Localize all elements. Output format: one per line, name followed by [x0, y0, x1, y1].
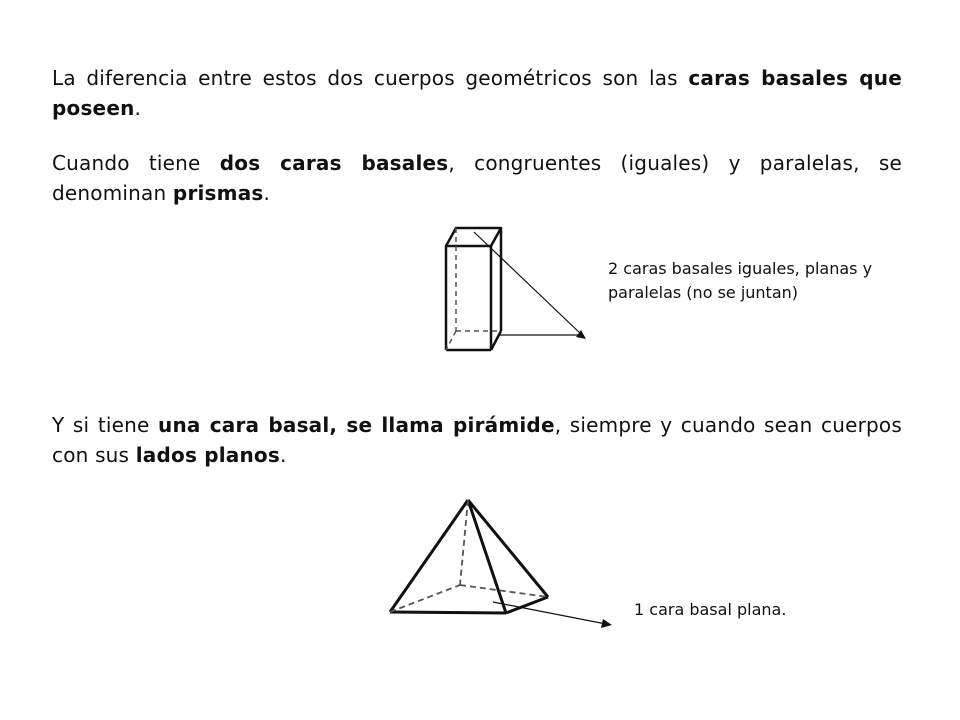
paragraph1-text-a: La diferencia entre estos dos cuerpos geométricos son las: [52, 66, 689, 90]
paragraph3-bold-a: una cara basal, se llama pirámide: [158, 413, 555, 437]
paragraph1-bold-a: caras basales que poseen: [52, 66, 902, 120]
paragraph2-bold-a: dos caras basales: [219, 151, 449, 175]
pyramid-annotation: 1 cara basal plana.: [634, 600, 787, 619]
paragraph2-text-a: Cuando tiene: [52, 151, 220, 175]
paragraph3-text-a: Y si tiene: [52, 413, 159, 437]
paragraph2-text-b: , congruentes (iguales) y paralelas, se denominan: [52, 151, 902, 205]
paragraph3-text-b: , siempre y cuando sean cuerpos con sus: [52, 413, 902, 467]
prism-annotation: 2 caras basales iguales, planas y paralelas (no se juntan): [608, 259, 873, 302]
paragraph1-text-b: .: [134, 96, 142, 120]
paragraph3-text-c: .: [279, 443, 287, 467]
paragraph2-bold-b: prismas: [172, 181, 264, 205]
paragraph3-bold-b: lados planos: [135, 443, 280, 467]
paragraph2-text-c: .: [263, 181, 271, 205]
